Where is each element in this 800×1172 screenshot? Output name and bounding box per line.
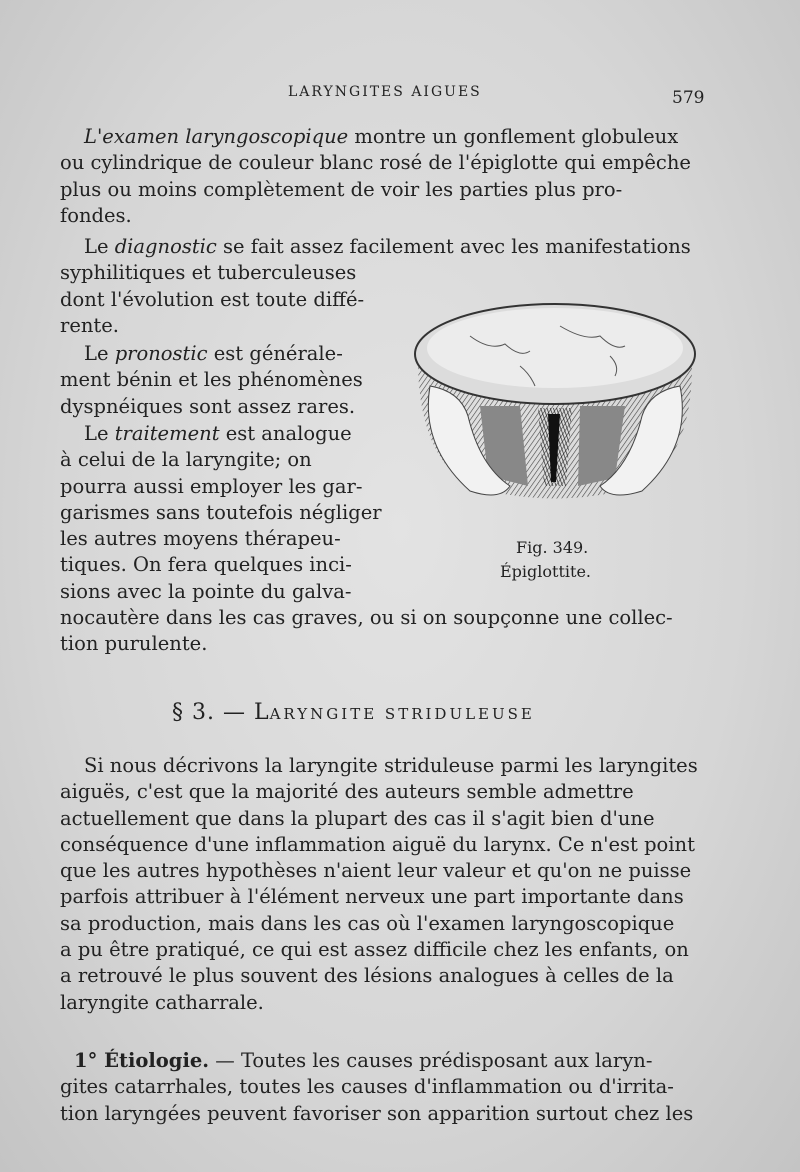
section-heading xyxy=(172,700,535,725)
paragraph-line: rente. xyxy=(60,313,119,337)
paragraph-line: Si nous décrivons la laryngite striduleuse parmi les laryngites xyxy=(84,754,698,777)
paragraph-examen xyxy=(60,124,708,229)
figure-caption: Épiglottite. xyxy=(500,562,591,581)
paragraph-striduleuse xyxy=(60,753,708,1016)
running-header: LARYNGITES AIGUES xyxy=(288,84,482,100)
line-text: Le xyxy=(84,422,115,445)
epiglottis-illustration xyxy=(410,296,700,508)
italic-term: diagnostic xyxy=(114,235,217,258)
paragraph-line: actuellement que dans la plupart des cas il s'agit bien d'une xyxy=(60,806,655,830)
paragraph-line: syphilitiques et tuberculeuses xyxy=(60,261,357,285)
paragraph-line: aiguës, c'est que la majorité des auteurs semble admettre xyxy=(60,780,634,804)
line-text: montre un gonflement globuleux xyxy=(348,125,679,148)
paragraph-line xyxy=(60,341,370,367)
paragraph-line: a retrouvé le plus souvent des lésions analogues à celles de la xyxy=(60,964,674,988)
paragraph-line: ou cylindrique de couleur blanc rosé de l'épiglotte qui empêche xyxy=(60,151,691,175)
italic-term: L'examen laryngoscopique xyxy=(84,125,349,148)
paragraph-etiologie xyxy=(60,1048,708,1127)
paragraph-line: a pu être pratiqué, ce qui est assez difficile chez les enfants, on xyxy=(60,938,689,962)
paragraph-line: gites catarrhales, toutes les causes d'inflammation ou d'irrita- xyxy=(60,1075,674,1099)
subsection-heading: 1° Étiologie. xyxy=(74,1049,210,1072)
paragraph-line: que les autres hypothèses n'aient leur valeur et qu'on ne puisse xyxy=(60,859,692,883)
paragraph-line: les autres moyens thérapeu- xyxy=(60,527,341,551)
paragraph-line xyxy=(60,124,708,150)
paragraph-line: nocautère dans les cas graves, ou si on soupçonne une collec- xyxy=(60,606,673,630)
paragraph-line xyxy=(60,234,708,260)
paragraph-line: dont l'évolution est toute diffé- xyxy=(60,287,365,311)
paragraph-line: plus ou moins complètement de voir les parties plus pro- xyxy=(60,177,623,201)
paragraph-line: tion purulente. xyxy=(60,632,208,656)
figure-number: Fig. 349. xyxy=(516,538,589,557)
line-text: est analogue xyxy=(219,422,352,445)
paragraph-line: sa production, mais dans les cas où l'examen laryngoscopique xyxy=(60,911,675,935)
paragraph-line: à celui de la laryngite; on xyxy=(60,448,312,472)
paragraph-line: garismes sans toutefois négliger xyxy=(60,500,382,524)
paragraph-line: parfois attribuer à l'élément nerveux une part importante dans xyxy=(60,885,684,909)
paragraph-line: ment bénin et les phénomènes xyxy=(60,368,363,392)
section-title-initial: L xyxy=(253,700,270,725)
section-mark: § 3. — xyxy=(172,700,254,725)
line-text: est générale- xyxy=(207,342,343,365)
paragraph-pronostic xyxy=(60,341,370,420)
section-title-rest: ARYNGITE STRIDULEUSE xyxy=(269,705,535,723)
paragraph-line: pourra aussi employer les gar- xyxy=(60,474,363,498)
italic-term: pronostic xyxy=(114,342,208,365)
line-text: — Toutes les causes prédisposant aux laryn- xyxy=(209,1049,653,1072)
paragraph-line: sions avec la pointe du galva- xyxy=(60,579,352,603)
line-text: Le xyxy=(84,342,115,365)
italic-term: traitement xyxy=(114,422,220,445)
line-text: Le xyxy=(84,235,115,258)
paragraph-line: conséquence d'une inflammation aiguë du larynx. Ce n'est point xyxy=(60,832,695,856)
paragraph-line: fondes. xyxy=(60,203,132,227)
paragraph-line: tiques. On fera quelques inci- xyxy=(60,553,352,577)
paragraph-line: dyspnéiques sont assez rares. xyxy=(60,394,356,418)
paragraph-line: laryngite catharrale. xyxy=(60,990,264,1014)
page-number: 579 xyxy=(672,88,705,108)
line-text: se fait assez facilement avec les manifestations xyxy=(216,235,691,258)
paragraph-line: tion laryngées peuvent favoriser son apparition surtout chez les xyxy=(60,1101,694,1125)
paragraph-line xyxy=(60,1048,708,1074)
